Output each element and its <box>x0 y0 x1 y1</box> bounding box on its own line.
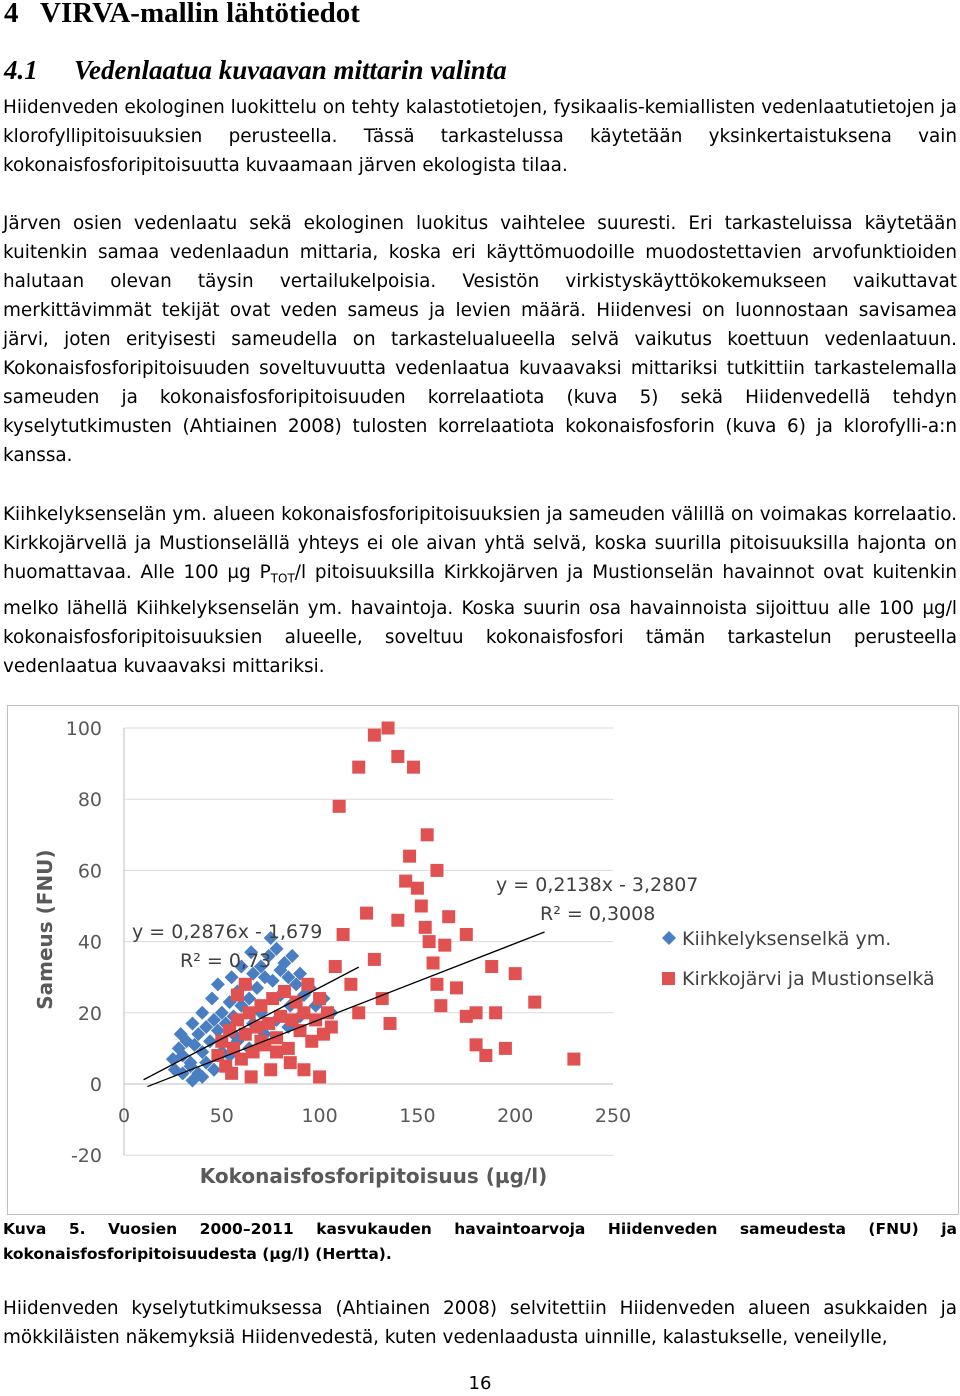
section-number: 4.1 <box>4 55 38 85</box>
data-point-kirkkojarvi <box>528 996 541 1009</box>
data-point-kirkkojarvi <box>368 729 381 742</box>
x-tick-label: 150 <box>399 1105 436 1127</box>
data-point-kirkkojarvi <box>450 981 463 994</box>
data-point-kirkkojarvi <box>329 960 342 973</box>
data-point-kirkkojarvi <box>225 1067 238 1080</box>
x-axis-title: Kokonaisfosforipitoisuus (µg/l) <box>199 1164 548 1188</box>
scatter-chart <box>8 706 958 1214</box>
data-point-kirkkojarvi <box>352 761 365 774</box>
ptot-subscript: TOT <box>270 571 295 586</box>
data-point-kirkkojarvi <box>499 1042 512 1055</box>
trendline-r2: R² = 0,3008 <box>540 903 656 925</box>
trendline-r2: R² = 0,73 <box>180 950 272 972</box>
data-point-kirkkojarvi <box>419 921 432 934</box>
data-point-kirkkojarvi <box>305 1035 318 1048</box>
paragraph-2: Järven osien vedenlaatu sekä ekologinen luokitus vaihtelee suuresti. Eri tarkasteluissa käytetään kuitenkin samaa vedenlaadun mittaria, koska eri käyttömuodoille muodostettavien arvofunktioiden halutaan olevan täysin vertailukelpoisia. Vesistön virkistyskäyttökokemukseen vaikuttavat merkittävimmät tekijät ovat veden sameus ja levien määrä. Hiidenvesi on luonnostaan savisamea järvi, joten erityisesti sameudella on tarkastelualueella selvä vaikutus koettuun vedenlaatuun. Kokonaisfosforipitoisuuden soveltuvuutta vedenlaatua kuvaavaksi mittariksi tutkittiin tarkastelemalla sameuden ja kokonaisfosforipitoisuuden korrelaatiota (kuva 5) sekä Hiidenvedellä tehdyn kyselytutkimusten (Ahtiainen 2008) tulosten korrelaatiota kokonaisfosforin (kuva 6) ja klorofylli-a:n kanssa. <box>3 213 957 466</box>
y-tick-label: 60 <box>77 860 102 883</box>
data-point-kirkkojarvi <box>274 1010 287 1023</box>
data-point-kirkkojarvi <box>297 1063 310 1076</box>
data-point-kirkkojarvi <box>352 1006 365 1019</box>
figure-caption: Kuva 5. Vuosien 2000–2011 kasvukauden havaintoarvoja Hiidenveden sameudesta (FNU) ja kokonaisfosforipitoisuudesta (µg/l) (Hertta). <box>3 1220 957 1263</box>
data-point-kirkkojarvi <box>427 956 440 969</box>
trendline-equation: y = 0,2138x - 3,2807 <box>496 874 699 896</box>
chapter-number: 4 <box>4 0 19 29</box>
data-point-kirkkojarvi <box>231 1013 244 1026</box>
data-point-kiihkelyksenselka <box>211 977 225 991</box>
data-point-kirkkojarvi <box>262 1017 275 1030</box>
data-point-kirkkojarvi <box>411 882 424 895</box>
data-point-kirkkojarvi <box>325 1021 338 1034</box>
chapter-heading <box>4 0 360 30</box>
data-point-kirkkojarvi <box>438 939 451 952</box>
paragraph-1: Hiidenveden ekologinen luokittelu on tehty kalastotietojen, fysikaalis-kemiallisten vedenlaatutietojen ja klorofyllipitoisuuksien perusteella. Tässä tarkastelussa käytetään yksinkertaistuksena vain kokonaisfosforipitoisuutta kuvaamaan järven ekologista tilaa. <box>3 97 957 176</box>
y-tick-label: 80 <box>77 789 102 812</box>
data-point-kirkkojarvi <box>301 978 314 991</box>
data-point-kirkkojarvi <box>284 1056 297 1069</box>
data-point-kirkkojarvi <box>434 999 447 1012</box>
y-tick-label: -20 <box>70 1145 102 1168</box>
section-title: Vedenlaatua kuvaavan mittarin valinta <box>74 55 507 85</box>
legend-label: Kirkkojärvi ja Mustionselkä <box>682 968 935 990</box>
data-point-kirkkojarvi <box>479 1049 492 1062</box>
data-point-kirkkojarvi <box>567 1053 580 1066</box>
data-point-kirkkojarvi <box>235 1053 248 1066</box>
data-point-kirkkojarvi <box>391 914 404 927</box>
data-point-kirkkojarvi <box>399 875 412 888</box>
data-point-kirkkojarvi <box>264 1063 277 1076</box>
legend-label: Kiihkelyksenselkä ym. <box>682 928 892 950</box>
x-tick-label: 100 <box>301 1105 338 1127</box>
paragraph-3 <box>3 500 957 681</box>
data-point-kirkkojarvi <box>243 1006 256 1019</box>
data-point-kirkkojarvi <box>368 953 381 966</box>
data-point-kirkkojarvi <box>423 935 436 948</box>
paragraph-3-part-b: /l pitoisuuksilla Kirkkojärven ja Mustionselän havainnot ovat kuitenkin melko lähellä Kiihkelyksenselän ym. havaintoja. Koska suurin osa havainnoista sijoittuu alle 100 µg/l kokonaisfosforipitoisuuksien alueelle, soveltuu kokonaisfosfori tämän tarkastelun perusteella vedenlaatua kuvaavaksi mittariksi. <box>3 562 957 677</box>
data-point-kirkkojarvi <box>509 967 522 980</box>
page-number: 16 <box>468 1373 492 1394</box>
data-point-kirkkojarvi <box>430 864 443 877</box>
paragraph-3-part-a: Kiihkelyksenselän ym. alueen kokonaisfosforipitoisuuksien ja sameuden välillä on voimakas korrelaatio. Kirkkojärvellä ja Mustionselällä yhteys ei ole aivan yhtä selvä, koska suurilla pitoisuuksilla hajonta on huomattavaa. Alle 100 µg P <box>3 504 957 583</box>
data-point-kirkkojarvi <box>278 985 291 998</box>
y-tick-label: 100 <box>65 718 102 740</box>
data-point-kirkkojarvi <box>297 1006 310 1019</box>
data-point-kirkkojarvi <box>421 828 434 841</box>
data-point-kirkkojarvi <box>442 910 455 923</box>
data-point-kirkkojarvi <box>337 928 350 941</box>
data-point-kiihkelyksenselka <box>203 1034 217 1048</box>
y-tick-label: 20 <box>77 1002 102 1025</box>
paragraph-4: Hiidenveden kyselytutkimuksessa (Ahtiainen 2008) selvitettiin Hiidenveden alueen asukkaiden ja mökkiläisten näkemyksiä Hiidenvedestä, kuten vedenlaadusta uinnille, kalastukselle, veneilylle, <box>3 1298 957 1348</box>
scatter-chart-figure <box>7 705 959 1215</box>
data-point-kirkkojarvi <box>239 978 252 991</box>
data-point-kirkkojarvi <box>460 928 473 941</box>
data-point-kirkkojarvi <box>470 1006 483 1019</box>
data-point-kirkkojarvi <box>403 850 416 863</box>
legend-marker-diamond <box>662 931 676 945</box>
data-point-kirkkojarvi <box>313 992 326 1005</box>
data-point-kirkkojarvi <box>321 1006 334 1019</box>
legend-marker-square <box>662 972 675 985</box>
data-point-kirkkojarvi <box>384 1017 397 1030</box>
chapter-title: VIRVA-mallin lähtötiedot <box>40 0 360 29</box>
data-point-kirkkojarvi <box>391 750 404 763</box>
x-tick-label: 50 <box>209 1105 234 1127</box>
data-point-kirkkojarvi <box>360 907 373 920</box>
data-point-kirkkojarvi <box>270 1045 283 1058</box>
data-point-kiihkelyksenselka <box>195 1006 209 1020</box>
data-point-kiihkelyksenselka <box>225 970 239 984</box>
data-point-kirkkojarvi <box>344 978 357 991</box>
y-tick-label: 0 <box>89 1074 102 1096</box>
data-point-kirkkojarvi <box>245 1070 258 1083</box>
data-point-kirkkojarvi <box>313 1070 326 1083</box>
data-point-kirkkojarvi <box>282 1042 295 1055</box>
x-tick-label: 0 <box>117 1105 131 1127</box>
data-point-kirkkojarvi <box>407 761 420 774</box>
data-point-kirkkojarvi <box>415 900 428 913</box>
data-point-kirkkojarvi <box>485 960 498 973</box>
data-point-kirkkojarvi <box>333 800 346 813</box>
data-point-kirkkojarvi <box>254 999 267 1012</box>
data-point-kirkkojarvi <box>266 992 279 1005</box>
data-point-kirkkojarvi <box>382 722 395 735</box>
trendline-equation: y = 0,2876x - 1,679 <box>132 921 323 943</box>
section-heading <box>4 54 507 86</box>
y-tick-label: 40 <box>77 931 102 954</box>
x-tick-label: 200 <box>497 1105 534 1127</box>
data-point-kirkkojarvi <box>430 978 443 991</box>
data-point-kirkkojarvi <box>489 1006 502 1019</box>
data-point-kiihkelyksenselka <box>205 992 219 1006</box>
x-tick-label: 250 <box>594 1105 632 1127</box>
y-axis-title: Sameus (FNU) <box>33 849 57 1010</box>
data-point-kiihkelyksenselka <box>250 981 264 995</box>
